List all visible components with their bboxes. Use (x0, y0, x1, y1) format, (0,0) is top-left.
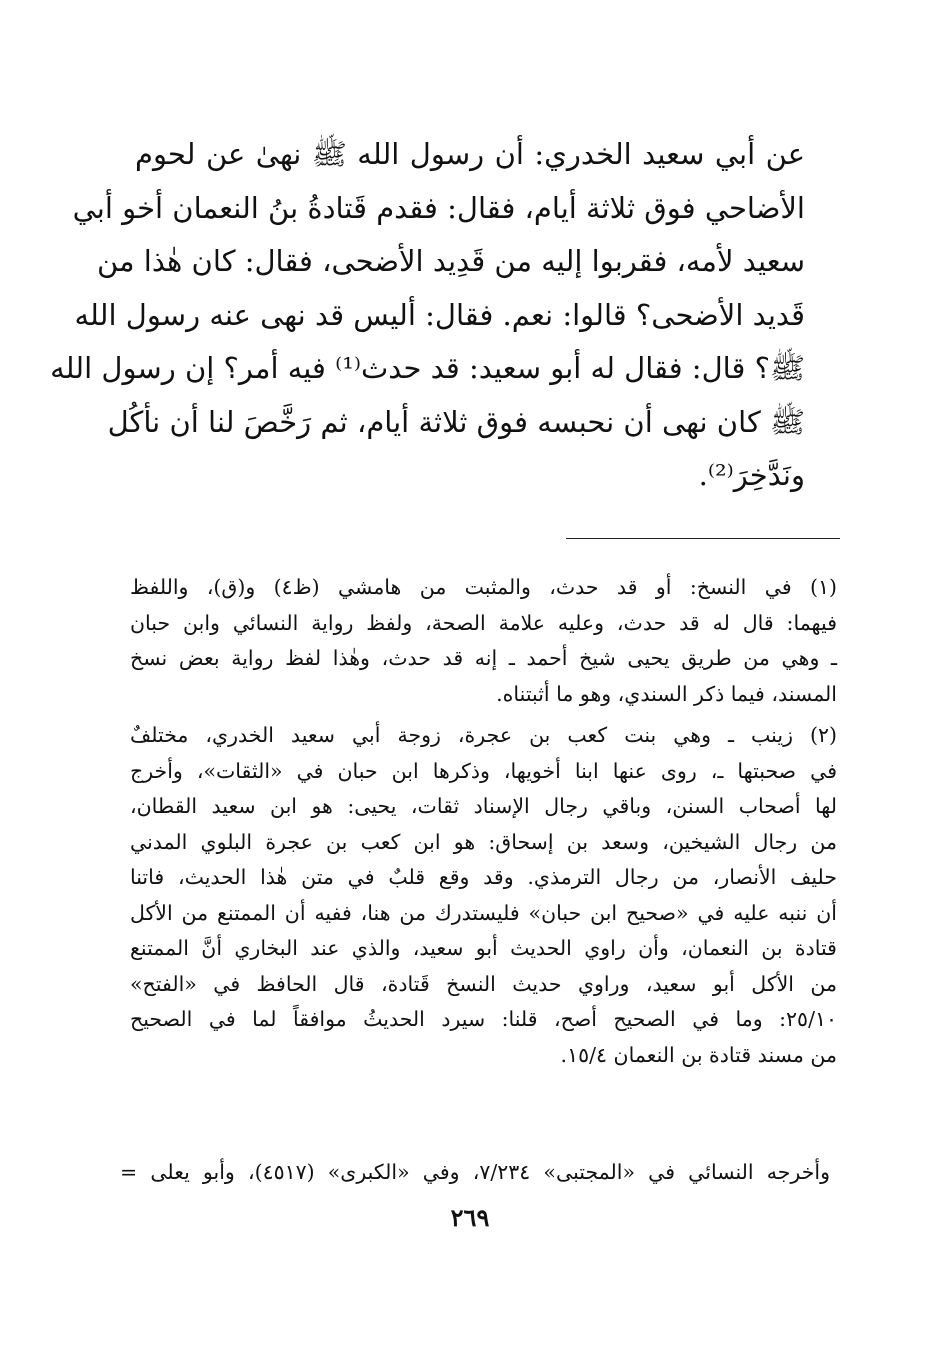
hadith-line: ونَدَّخِرَ⁽²⁾. (698, 458, 805, 492)
footnote-separator (566, 538, 840, 539)
hadith-line: قَديد الأضحى؟ قالوا: نعم. فقال: أليس قد نهى عنه رسول الله (74, 297, 805, 332)
footnote-line: من مسند قتادة بن النعمان ١٥/٤. (560, 1042, 837, 1067)
footnote-line: من الأكل أبو سعيد، وراوي حديث النسخ قَتادة، قال الحافظ في «الفتح» (130, 971, 837, 996)
footnote-line: حليف الأنصار، من رجال الترمذي. وقد وقع قلبٌ في متن هٰذا الحديث، فاتنا (130, 865, 837, 889)
hadith-text (50, 128, 805, 503)
hadith-line: سعيد لأمه، فقربوا إليه من قَدِيد الأضحى، فقال: كان هٰذا من (96, 244, 805, 278)
footnote-line: فيهما: قال له قد حدث، وعليه علامة الصحة، ولفظ رواية النسائي وابن حبان (130, 610, 837, 635)
footnote-line: ٢٥/١٠: وما في الصحيح أصح، قلنا: سيرد الحديثُ موافقاً لما في الصحيح (130, 1007, 837, 1031)
hadith-line: عن أبي سعيد الخدري: أن رسول الله ﷺ نهىٰ عن لحوم (135, 137, 805, 171)
footnote-line: في صحبتها ـ، روى عنها ابنا أخويها، وذكرها ابن حبان في «الثقات»، وأخرج (130, 758, 837, 783)
footnote-line: المسند، فيما ذكر السندي، وهو ما أثبتناه. (496, 681, 837, 706)
footnote-line: (٢) زينب ـ وهي بنت كعب بن عجرة، زوجة أبي سعيد الخدري، مختلفٌ (130, 723, 837, 747)
hadith-line: ﷺ كان نهى أن نحبسه فوق ثلاثة أيام، ثم رَخَّصَ لنا أن نأكُل (107, 404, 805, 439)
footnote-continuation: وأخرجه النسائي في «المجتبى» ٧/٢٣٤، وفي «الكبرى» (٤٥١٧)، وأبو يعلى = (120, 1160, 831, 1184)
footnote-line: لها أصحاب السنن، وباقي رجال الإسناد ثقات، يحيى: هو ابن سعيد القطان، (130, 794, 837, 818)
footnote-line: ـ وهي من طريق يحيى شيخ أحمد ـ إنه قد حدث، وهٰذا لفظ رواية بعض نسخ (130, 646, 837, 670)
footnotes (130, 570, 837, 1073)
page-number: ٢٦٩ (450, 1203, 490, 1232)
footnote-2 (130, 718, 837, 1073)
hadith-line: ﷺ؟ قال: فقال له أبو سعيد: قد حدث⁽¹⁾ فيه أمر؟ إن رسول الله (50, 351, 805, 385)
footnote-1 (130, 570, 837, 712)
footnote-line: (١) في النسخ: أو قد حدث، والمثبت من هامشي (ظ٤) و(ق)، واللفظ (130, 575, 837, 599)
footnote-line: أن ننبه عليه في «صحيح ابن حبان» فليستدرك من هنا، ففيه أن الممتنع من الأكل (130, 900, 837, 925)
footnote-line: قتادة بن النعمان، وأن راوي الحديث أبو سعيد، والذي عند البخاري أنَّ الممتنع (130, 936, 837, 960)
hadith-line: الأضاحي فوق ثلاثة أيام، فقال: فقدم قَتادةُ بنُ النعمان أخو أبي (72, 190, 805, 225)
footnote-line: من رجال الشيخين، وسعد بن إسحاق: هو ابن كعب بن عجرة البلوي المدني (130, 829, 837, 854)
